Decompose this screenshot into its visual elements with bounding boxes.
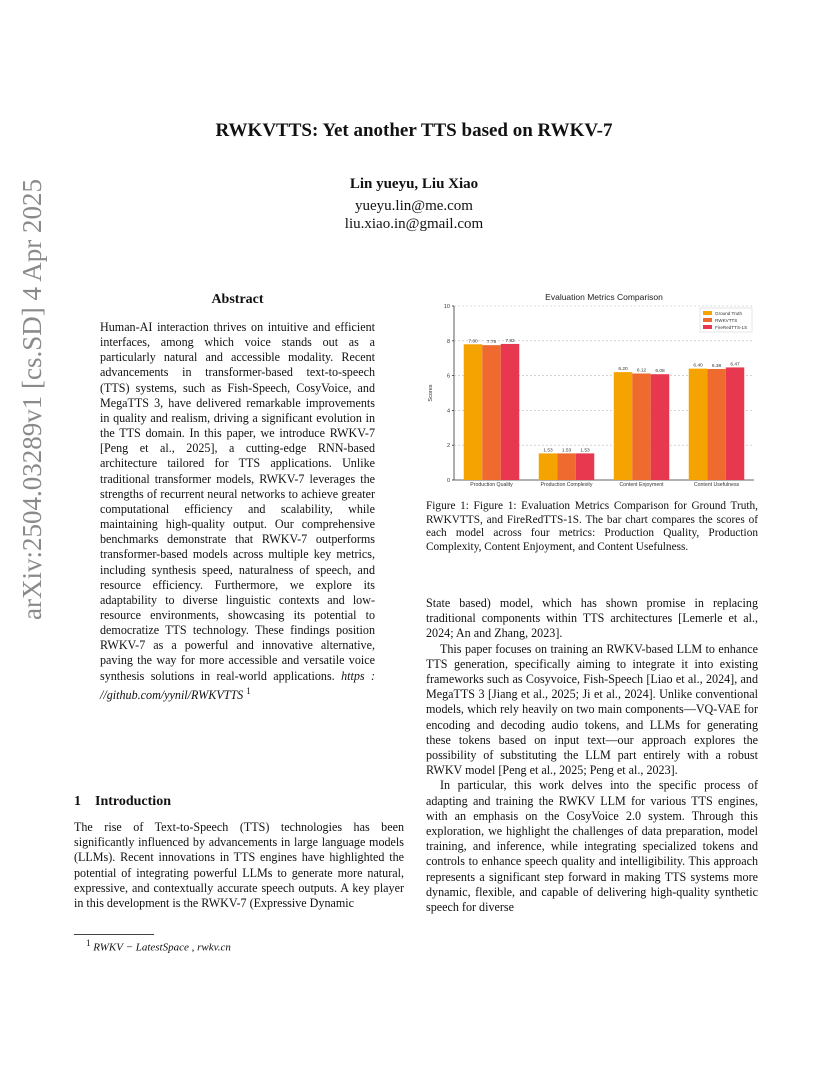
- bar: [689, 369, 708, 480]
- introduction-body: The rise of Text-to-Speech (TTS) technologies has been significantly influenced by advancements in large language models (LLMs). Recent innovations in TTS engines have highlighted the potential of integrating powerful LLMs to generate more natural, expressive, and contextually accurate speech outputs. A key player in this development is the RWKV-7 (Expressive Dynamic: [74, 820, 404, 911]
- data-label: 6.40: [693, 363, 703, 369]
- y-tick-label: 6: [446, 373, 450, 380]
- x-tick-label: Production Quality: [470, 482, 513, 488]
- data-label: 6.08: [655, 369, 665, 375]
- paragraph-3: In particular, this work delves into the specific process of adapting and training the RWKV LLM for various TTS engines, with an emphasis on the CosyVoice 2.0 system. Through this exploration, we highlight the challenges of data preparation, model training, and inference, while integrating specialized tokens and controls to enhance speech quality and intelligibility. This approach represents a significant step forward in making TTS systems more dynamic, flexible, and capable of delivering high-quality synthetic speech for diverse: [426, 778, 758, 915]
- paper-authors: Lin yueyu, Liu Xiao: [349, 176, 479, 192]
- y-tick-label: 4: [446, 408, 450, 415]
- data-label: 6.38: [711, 363, 722, 369]
- y-tick-label: 2: [446, 443, 450, 450]
- right-column-body: [426, 596, 758, 915]
- legend-swatch: [703, 318, 712, 322]
- bar: [557, 453, 576, 480]
- bar: [707, 369, 726, 480]
- bar: [632, 374, 651, 480]
- footnote-mark: 1: [86, 938, 91, 948]
- figure-1: [424, 290, 760, 490]
- data-label: 7.75: [486, 340, 497, 346]
- legend-label: RWKVTTS: [715, 318, 738, 323]
- data-label: 6.20: [618, 367, 628, 373]
- bar: [614, 372, 633, 480]
- x-tick-label: Production Complexity: [540, 482, 593, 488]
- bar: [501, 344, 520, 480]
- data-label: 6.47: [730, 362, 740, 368]
- bar: [464, 344, 483, 480]
- abstract-text: Human-AI interaction thrives on intuitive and efficient interfaces, among which voice stands out as a particularly natural and accessible modality. Recent advancements in transformer-based text-to-speech (TTS) systems, such as Fish-Speech, CosyVoice, and MegaTTS 3, have delivered remarkable improvements in quality and realism, driving a significant evolution in the TTS domain. In this paper, we introduce RWKV-7 [Peng et al., 2025], a cutting-edge RNN-based architecture tailored for TTS applications. Unlike traditional transformer models, RWKV-7 leverages the strengths of recurrent neural networks to achieve greater computational efficiency and scalability, while maintaining high-quality output. Our comprehensive benchmarks demonstrate that RWKV-7 outperforms transformer-based models across multiple key metrics, including synthesis speed, naturalness of speech, and resource efficiency. Furthermore, we explore its adaptability to diverse linguistic contexts and low-resource environments, showcasing its potential to democratize TTS technology. These findings position RWKV-7 as a powerful and innovative alternative, paving the way for more accessible and versatile voice synthesis solutions in real-world applications.: [100, 320, 375, 683]
- y-tick-label: 10: [443, 304, 450, 310]
- legend-swatch: [703, 325, 712, 329]
- bar: [576, 453, 595, 480]
- section-title: Introduction: [95, 794, 171, 809]
- bar: [726, 367, 745, 480]
- data-label: 1.53: [561, 448, 572, 454]
- abstract-footnote-mark[interactable]: 1: [246, 685, 251, 696]
- paragraph-2: This paper focuses on training an RWKV-based LLM to enhance TTS generation, specifically aiming to integrate it into existing frameworks such as Cosyvoice, Fish-Speech [Liao et al., 2024], and MegaTTS 3 [Jiang et al., 2025; Ji et al., 2024]. Unlike conventional models, which rely heavily on two main components—VQ-VAE for encoding and decoding audio tokens, and LLMs for generating these tokens based on input text—our approach explores the possibility of substituting the LLM part entirely with a robust RWKV model [Peng et al., 2025; Peng et al., 2023].: [426, 641, 758, 778]
- bar-chart: [424, 290, 760, 490]
- abstract-heading: Abstract: [211, 292, 264, 307]
- x-tick-label: Content Enjoyment: [619, 482, 664, 488]
- paragraph-1: State based) model, which has shown promise in replacing traditional components within TTS architectures [Lemerle et al., 2024; An and Zhang, 2023].: [426, 596, 758, 641]
- y-tick-label: 8: [446, 338, 450, 345]
- data-label: 1.53: [580, 448, 590, 454]
- x-tick-label: Content Usefulness: [693, 482, 740, 488]
- data-label: 7.80: [468, 339, 478, 345]
- section-heading-introduction: [74, 794, 404, 810]
- abstract-url[interactable]: https : //github.com/yynil/RWKVTTS: [100, 668, 376, 702]
- chart-title: Evaluation Metrics Comparison: [545, 292, 663, 302]
- abstract-body: [100, 320, 375, 703]
- paper-title: RWKVTTS: Yet another TTS based on RWKV-7: [215, 120, 613, 141]
- legend-swatch: [703, 311, 712, 315]
- legend-label: FireRedTTS-1S: [715, 325, 748, 330]
- author-email-2: liu.xiao.in@gmail.com: [344, 216, 484, 232]
- y-tick-label: 0: [446, 478, 450, 484]
- bar: [539, 453, 558, 480]
- footnote-text: RWKV − LatestSpace , rwkv.cn: [93, 941, 231, 954]
- legend-label: Ground Truth: [715, 311, 743, 316]
- section-number: 1: [74, 794, 81, 809]
- footnote: [86, 938, 386, 954]
- data-label: 6.12: [636, 368, 647, 374]
- bar: [482, 345, 501, 480]
- author-email-1: yueyu.lin@me.com: [355, 198, 473, 214]
- footnote-rule: [74, 934, 154, 935]
- arxiv-identifier: arXiv:2504.03289v1 [cs.SD] 4 Apr 2025: [17, 179, 47, 620]
- data-label: 1.53: [543, 448, 553, 454]
- figure-caption: Figure 1: Figure 1: Evaluation Metrics Comparison for Ground Truth, RWKVTTS, and FireRedTTS-1S. The bar chart compares the scores of each model across four metrics: Production Quality, Production Complexity, Content Enjoyment, and Content Usefulness.: [426, 500, 758, 553]
- y-axis-label: Scores: [428, 384, 434, 402]
- bar: [651, 374, 670, 480]
- data-label: 7.82: [505, 338, 515, 344]
